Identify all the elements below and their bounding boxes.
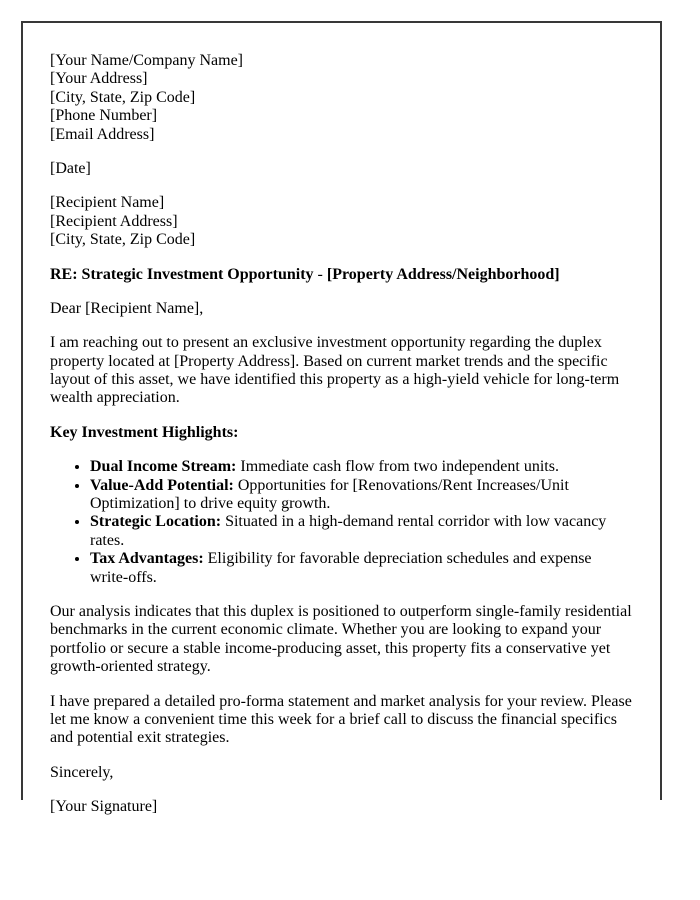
paragraph-analysis: Our analysis indicates that this duplex is positioned to outperform single-family residential benchmarks in the current economic climate. Whether you are looking to expand your portfolio or secure a stable income-producing asset, this property fits a conservative yet growth-oriented strategy. bbox=[50, 602, 632, 676]
highlight-strategic-location bbox=[90, 513, 632, 550]
closing: Sincerely, bbox=[50, 763, 114, 781]
highlight-label: Tax Advantages: bbox=[90, 550, 204, 568]
highlight-dual-income bbox=[90, 458, 632, 476]
subject-separator: - bbox=[313, 265, 327, 283]
highlight-label: Value-Add Potential: bbox=[90, 476, 234, 494]
recipient-name-line: [Recipient Name] bbox=[50, 194, 165, 212]
paragraph-call-to-action: I have prepared a detailed pro-forma statement and market analysis for your review. Please let me know a convenient time this week for a brief call to discuss the financial specifics and potential exit strategies. bbox=[50, 692, 632, 747]
highlights-heading: Key Investment Highlights: bbox=[50, 423, 239, 441]
sender-city-line: [City, State, Zip Code] bbox=[50, 88, 196, 106]
sender-address-line: [Your Address] bbox=[50, 70, 148, 88]
paragraph-intro: I am reaching out to present an exclusive investment opportunity regarding the duplex property located at [Property Address]. Based on current market trends and the specific layout of this asset, we have identified this property as a high-yield vehicle for long-term wealth appreciation. bbox=[50, 334, 620, 407]
highlight-text: Situated in a high-demand rental corridor with low vacancy rates. bbox=[90, 513, 607, 549]
recipient-block bbox=[50, 194, 632, 249]
recipient-address-line: [Recipient Address] bbox=[50, 212, 178, 230]
date-line: [Date] bbox=[50, 159, 91, 177]
sender-block bbox=[50, 52, 632, 144]
subject-prefix: RE: Strategic Investment Opportunity bbox=[50, 265, 314, 283]
recipient-city-line: [City, State, Zip Code] bbox=[50, 231, 196, 249]
highlight-value-add bbox=[90, 477, 632, 514]
letter-page bbox=[21, 21, 662, 816]
subject-line bbox=[50, 266, 632, 284]
sender-name-line: [Your Name/Company Name] bbox=[50, 52, 244, 69]
sender-phone-line: [Phone Number] bbox=[50, 107, 158, 125]
highlight-tax-advantages bbox=[90, 550, 632, 587]
salutation: Dear [Recipient Name], bbox=[50, 299, 204, 317]
highlight-text: Opportunities for [Renovations/Rent Increases/Unit Optimization] to drive equity growth. bbox=[90, 476, 569, 513]
highlights-list bbox=[50, 458, 632, 587]
highlight-label: Strategic Location: bbox=[90, 513, 222, 531]
highlight-text: Immediate cash flow from two independent units. bbox=[236, 458, 559, 476]
sender-email-line: [Email Address] bbox=[50, 125, 155, 143]
subject-property: [Property Address/Neighborhood] bbox=[326, 265, 560, 283]
highlight-text: Eligibility for favorable depreciation schedules and expense write-offs. bbox=[90, 550, 592, 586]
signature-placeholder: [Your Signature] bbox=[50, 798, 158, 816]
highlight-label: Dual Income Stream: bbox=[90, 458, 237, 476]
